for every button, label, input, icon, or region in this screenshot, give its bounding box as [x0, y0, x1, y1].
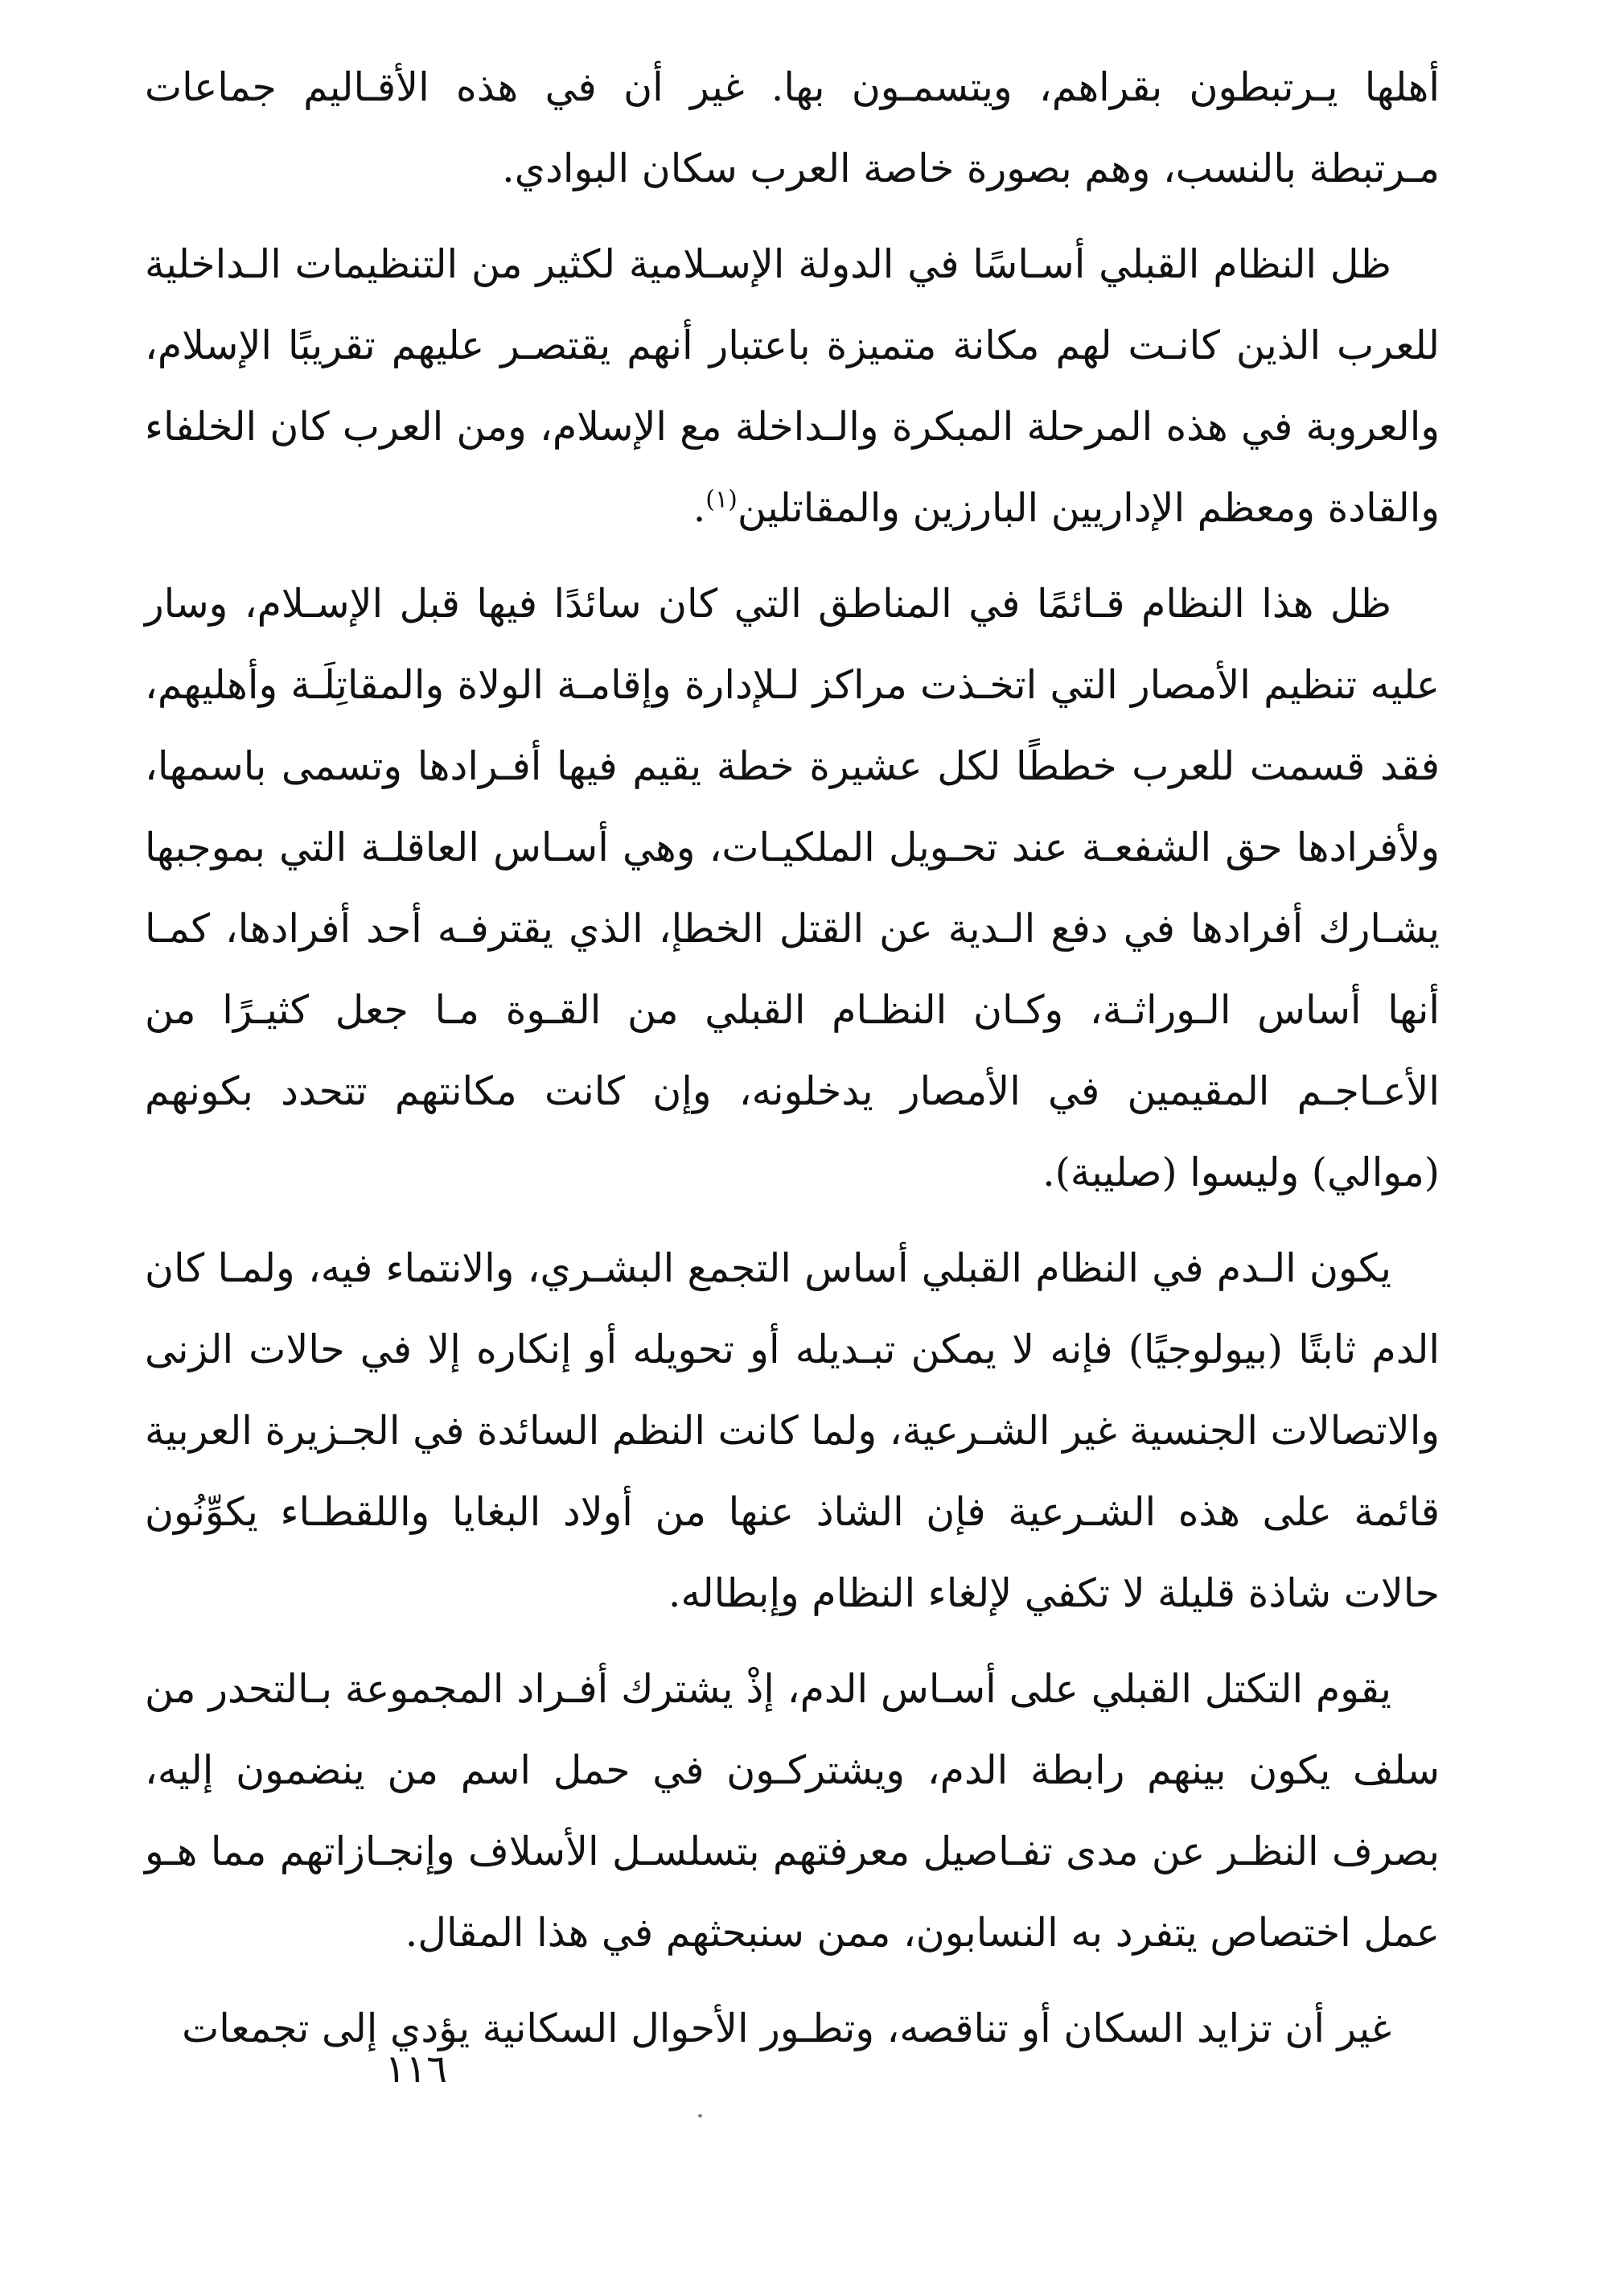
paragraph-text: يقوم التكتل القبلي على أسـاس الدم، إذْ يشترك أفـراد المجموعة بـالتحدر من سلف يكون بينهم رابطة الدم، ويشتركـون في حمل اسم من ينضمون إليه، بصرف النظـر عن مدى تفـاصيل معرفتهم بتسلسـل الأسلاف وإنجـازاتهم مما هـو عمل اختصاص يتفرد به النسابون، ممن سنبحثهم في هذا المقال. [145, 1666, 1440, 1956]
paragraph-text: ظل النظام القبلي أسـاسًا في الدولة الإسـلامية لكثير من التنظيمات الـداخلية للعرب الذين كانـت لهم مكانة متميزة باعتبار أنهم يقتصـر عليهم تقريبًا الإسلام، والعروبة في هذه المرحلة المبكرة والـداخلة مع الإسلام، ومن العرب كان الخلفاء والقادة ومعظم الإداريين البارزين والمقاتلين [145, 241, 1440, 531]
scan-speck [698, 2114, 702, 2117]
paragraph-text: ظل هذا النظام قـائمًا في المناطق التي كان سائدًا فيها قبل الإسـلام، وسار عليه تنظيم الأمصار التي اتخـذت مراكز لـلإدارة وإقامـة الولاة والمقاتِلَـة وأهليهم، فقد قسمت للعرب خططًا لكل عشيرة خطة يقيم فيها أفـرادها وتسمى باسمها، ولأفرادها حق الشفعـة عند تحـويل الملكيـات، وهي أسـاس العاقلـة التي بموجبها يشـارك أفرادها في دفع الـدية عن القتل الخطإ، الذي يقترفـه أحد أفرادها، كمـا أنها أساس الـوراثـة، وكـان النظـام القبلي من القـوة مـا جعل كثيـرًا من الأعـاجـم المقيمين في الأمصار يدخلونه، وإن كانت مكانتهم تتحدد بكونهم (موالي) وليسوا (صليبة). [145, 581, 1440, 1195]
paragraph-text: غير أن تزايد السكان أو تناقصه، وتطـور الأحوال السكانية يؤدي إلى تجمعات [182, 2006, 1391, 2051]
paragraph [145, 1648, 1440, 1973]
paragraph-continued [145, 47, 1440, 209]
paragraph [145, 224, 1440, 549]
paragraph-text: يكون الـدم في النظام القبلي أساس التجمع البشـري، والانتماء فيه، ولمـا كان الدم ثابتًا (بيولوجيًا) فإنه لا يمكن تبـديله أو تحويله أو إنكاره إلا في حالات الزنى والاتصالات الجنسية غير الشـرعية، ولما كانت النظم السائدة في الجـزيرة العربية قائمة على هذه الشـرعية فإن الشاذ عنها من أولاد البغايا واللقطـاء يكوِّنُون حالات شاذة قليلة لا تكفي لإلغاء النظام وإبطاله. [145, 1245, 1440, 1616]
paragraph-last [145, 1988, 1440, 2069]
paragraph [145, 563, 1440, 1213]
page-number: ١١٦ [384, 2047, 447, 2092]
paragraph-text: أهلها يـرتبطون بقراهم، ويتسمـون بها. غير أن في هذه الأقـاليم جماعات مـرتبطة بالنسب، وهم بصورة خاصة العرب سكان البوادي. [145, 64, 1440, 191]
footnote-reference[interactable]: (١) [705, 485, 738, 514]
paragraph [145, 1228, 1440, 1634]
body-text [145, 47, 1440, 2069]
paragraph-end-punctuation: . [692, 485, 706, 531]
